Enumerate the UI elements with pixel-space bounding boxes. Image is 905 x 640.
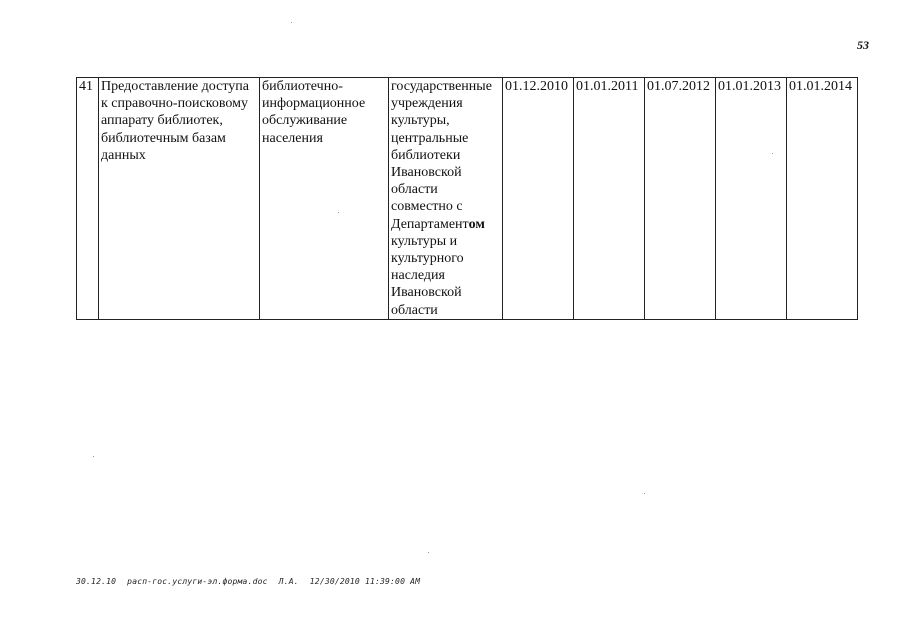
footer-timestamp: 12/30/2010 11:39:00 AM <box>309 577 421 586</box>
date-cell-stage-2: 01.01.2011 <box>574 78 645 320</box>
responsible-text: государственные учреждения культуры, центральные библиотеки Ивановской области совместно с Департамент <box>391 79 492 232</box>
footer-filename: расп-гос.услуги-эл.форма.doc <box>127 577 268 586</box>
service-name-cell: Предоставление доступа к справочно-поисковому аппарату библиотек, библиотечным базам данных <box>99 78 260 320</box>
table-row <box>77 78 858 320</box>
scan-speck <box>644 493 645 494</box>
responsible-text-bold-tail: ом <box>468 216 485 232</box>
service-type-cell: библиотечно-информационное обслуживание населения <box>260 78 389 320</box>
responsible-org-cell <box>389 78 503 320</box>
scan-speck <box>93 456 94 457</box>
scan-speck <box>428 552 429 553</box>
scan-speck <box>291 22 292 23</box>
services-table <box>76 77 858 320</box>
page-number: 53 <box>857 38 869 52</box>
date-cell-stage-1: 01.12.2010 <box>503 78 574 320</box>
responsible-text-rest: культуры и культурного наследия Ивановской области <box>391 233 464 318</box>
date-cell-stage-4: 01.01.2013 <box>716 78 787 320</box>
date-cell-stage-5: 01.01.2014 <box>787 78 858 320</box>
document-footer <box>76 577 426 586</box>
row-number-cell: 41 <box>77 78 99 320</box>
footer-date: 30.12.10 <box>76 577 117 586</box>
scan-speck <box>772 153 773 154</box>
footer-author: Л.А. <box>278 577 299 586</box>
scan-speck <box>338 212 339 213</box>
date-cell-stage-3: 01.07.2012 <box>645 78 716 320</box>
